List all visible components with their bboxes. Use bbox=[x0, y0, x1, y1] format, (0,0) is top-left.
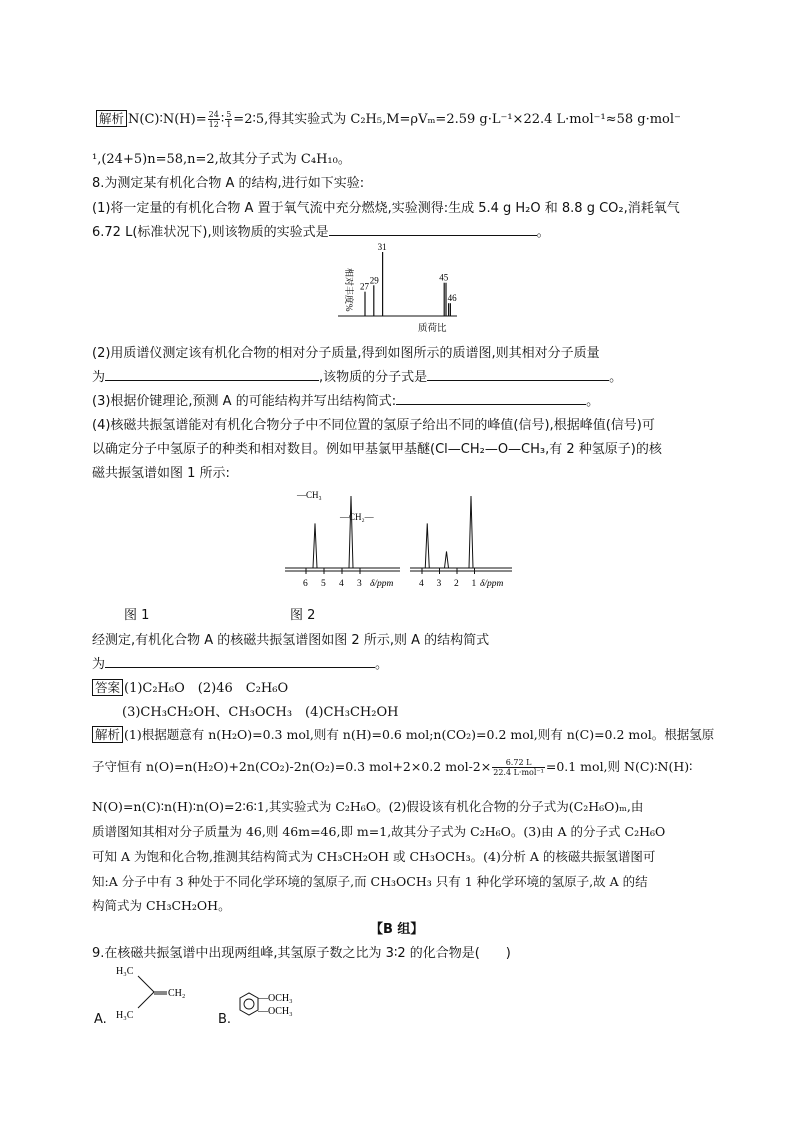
q8-p1-line1: (1)将一定量的有机化合物 A 置于氧气流中充分燃烧,实验测得:生成 5.4 g H₂O 和 8.8 g CO₂,消耗氧气 bbox=[92, 201, 680, 216]
mass-spectrum-chart bbox=[335, 240, 465, 335]
svg-text:H₃C: H₃C bbox=[116, 966, 134, 977]
answer-blank[interactable] bbox=[427, 368, 609, 381]
q8-analysis-line5: 可知 A 为饱和化合物,推测其结构简式为 CH₃CH₂OH 或 CH₃OCH₃。(4)分析 A 的核磁共振氢谱图可 bbox=[92, 849, 656, 864]
nmr2-tick-label-2: 2 bbox=[454, 579, 459, 589]
q8-stem: 8.为测定某有机化合物 A 的结构,进行如下实验: bbox=[92, 176, 365, 191]
q8-p5-line1: 经测定,有机化合物 A 的核磁共振氢谱图如图 2 所示,则 A 的结构简式 bbox=[92, 633, 490, 648]
nmr2-tick-label-1: 1 bbox=[471, 579, 477, 589]
q8-p3: (3)根据价键理论,预测 A 的可能结构并写出结构简式: 。 bbox=[92, 394, 600, 409]
q8-analysis-line1: 解析 (1)根据题意有 n(H₂O)=0.3 mol,则有 n(H)=0.6 mol;n(CO₂)=0.2 mol,则有 n(C)=0.2 mol。根据氢原 bbox=[92, 725, 714, 743]
ms-peak-label-31: 31 bbox=[377, 242, 387, 252]
nmr-spectra bbox=[280, 486, 520, 598]
q7-analysis-line1: 解析 N(C)∶N(H)= $\frac{24}{12}$ ∶ $\frac{5}{1}$ =2∶5,得其实验式为 C₂H₅,M=ρVₘ=2.59 g·L⁻¹×22.4 L·mol⁻¹≈58 g·mol⁻ bbox=[96, 108, 681, 129]
ch2-label: —CH₂— bbox=[340, 512, 374, 522]
group-b-heading: 【B 组】 bbox=[370, 922, 424, 937]
nmr1-tick-label-4: 4 bbox=[339, 579, 344, 589]
nmr2-tick-label-3: 3 bbox=[436, 579, 442, 589]
answer-blank[interactable] bbox=[329, 223, 537, 236]
nmr2-peak-3.7 bbox=[425, 523, 429, 568]
q8-p1-line2: 6.72 L(标准状况下),则该物质的实验式是 。 bbox=[92, 225, 550, 240]
analysis-tag: 解析 bbox=[96, 110, 127, 127]
answer-blank[interactable] bbox=[396, 392, 586, 405]
q8-p5-line2: 为 。 bbox=[92, 657, 389, 672]
q8-answer-line1: 答案 (1)C₂H₆O (2)46 C₂H₆O bbox=[92, 677, 288, 696]
svg-text:H₃C: H₃C bbox=[116, 1010, 134, 1021]
svg-text:—OCH₃: —OCH₃ bbox=[258, 1006, 293, 1017]
q8-p4-line3: 磁共振氢谱如图 1 所示: bbox=[92, 466, 230, 481]
q9-option-b-label[interactable]: B. bbox=[218, 1012, 232, 1027]
fig2-caption: 图 2 bbox=[290, 608, 316, 623]
q8-analysis-line7: 构简式为 CH₃CH₂OH。 bbox=[92, 898, 231, 913]
nmr2-peak-1.2 bbox=[469, 496, 473, 568]
nmr2-peak-2.6 bbox=[445, 551, 449, 568]
ms-peak-label-45: 45 bbox=[439, 272, 449, 283]
nmr1-tick-label-3: 3 bbox=[357, 579, 362, 589]
fraction: $\frac{5}{1}$ bbox=[226, 110, 232, 129]
svg-text:—OCH₃: —OCH₃ bbox=[258, 993, 293, 1004]
answer-tag: 答案 bbox=[92, 679, 123, 696]
nmr2-peaks bbox=[425, 496, 473, 568]
nmr2-axis-label: δ/ppm bbox=[480, 579, 504, 589]
ms-x-label: 质荷比 bbox=[418, 324, 447, 334]
ms-bars bbox=[360, 242, 457, 316]
q8-answer-line2: (3)CH₃CH₂OH、CH₃OCH₃ (4)CH₃CH₂OH bbox=[122, 705, 399, 720]
q8-p2-line2: 为 ,该物质的分子式是 。 bbox=[92, 370, 623, 385]
ch3-label: —CH₃ bbox=[297, 490, 322, 500]
nmr1-tick-label-6: 6 bbox=[303, 579, 308, 589]
q9-option-b-structure[interactable] bbox=[232, 986, 327, 1026]
answer-blank[interactable] bbox=[105, 655, 375, 668]
fraction: $\frac{24}{12}$ bbox=[208, 110, 219, 129]
nmr1-axis-label: δ/ppm bbox=[370, 579, 394, 589]
q8-analysis-line3: N(O)=n(C)∶n(H)∶n(O)=2∶6∶1,其实验式为 C₂H₆O。(2)假设该有机化合物的分子式为(C₂H₆O)ₘ,由 bbox=[92, 799, 644, 814]
nmr1-tick-label-5: 5 bbox=[321, 579, 326, 589]
q9-stem: 9.在核磁共振氢谱中出现两组峰,其氢原子数之比为 3∶2 的化合物是( ) bbox=[92, 946, 511, 961]
ms-peak-label-27: 27 bbox=[360, 281, 369, 292]
ms-y-label: 相对丰度% bbox=[344, 268, 354, 312]
ms-peak-label-46: 46 bbox=[447, 293, 457, 304]
q8-p4-line1: (4)核磁共振氢谱能对有机化合物分子中不同位置的氢原子给出不同的峰值(信号),根据峰值(信号)可 bbox=[92, 418, 655, 433]
fraction: $\frac{6.72 L}{\text{22.4 L·mol⁻¹}}$ bbox=[493, 758, 544, 777]
svg-text:CH₂: CH₂ bbox=[168, 988, 186, 999]
q8-p2-line1: (2)用质谱仪测定该有机化合物的相对分子质量,得到如图所示的质谱图,则其相对分子质量 bbox=[92, 346, 600, 361]
q9-option-a-label[interactable]: A. bbox=[94, 1012, 107, 1027]
nmr1-peak-3.5 bbox=[349, 496, 353, 568]
analysis-tag: 解析 bbox=[92, 726, 123, 743]
answer-blank[interactable] bbox=[105, 368, 319, 381]
q9-option-a-structure[interactable] bbox=[110, 962, 210, 1024]
nmr1-peaks bbox=[313, 496, 353, 568]
q7-analysis-line2: ¹,(24+5)n=58,n=2,故其分子式为 C₄H₁₀。 bbox=[92, 152, 351, 167]
q8-analysis-line2: 子守恒有 n(O)=n(H₂O)+2n(CO₂)-2n(O₂)=0.3 mol+2×0.2 mol-2× $\frac{6.72 L}{\text{22.4 L·mol⁻¹}}$ =0.1 mol,则 N(C)∶N(H)∶ bbox=[92, 758, 693, 777]
fig1-caption: 图 1 bbox=[124, 608, 150, 623]
q8-analysis-line4: 质谱图知其相对分子质量为 46,则 46m=46,即 m=1,故其分子式为 C₂H₆O。(3)由 A 的分子式 C₂H₆O bbox=[92, 824, 666, 839]
nmr1-peak-5.5 bbox=[313, 523, 317, 568]
ms-peak-label-29: 29 bbox=[369, 275, 379, 286]
q8-analysis-line6: 知:A 分子中有 3 种处于不同化学环境的氢原子,而 CH₃OCH₃ 只有 1 种化学环境的氢原子,故 A 的结 bbox=[92, 874, 648, 889]
nmr2-tick-label-4: 4 bbox=[419, 579, 424, 589]
q8-p4-line2: 以确定分子中氢原子的种类和相对数目。例如甲基氯甲基醚(Cl—CH₂—O—CH₃,有 2 种氢原子)的核 bbox=[92, 442, 662, 457]
